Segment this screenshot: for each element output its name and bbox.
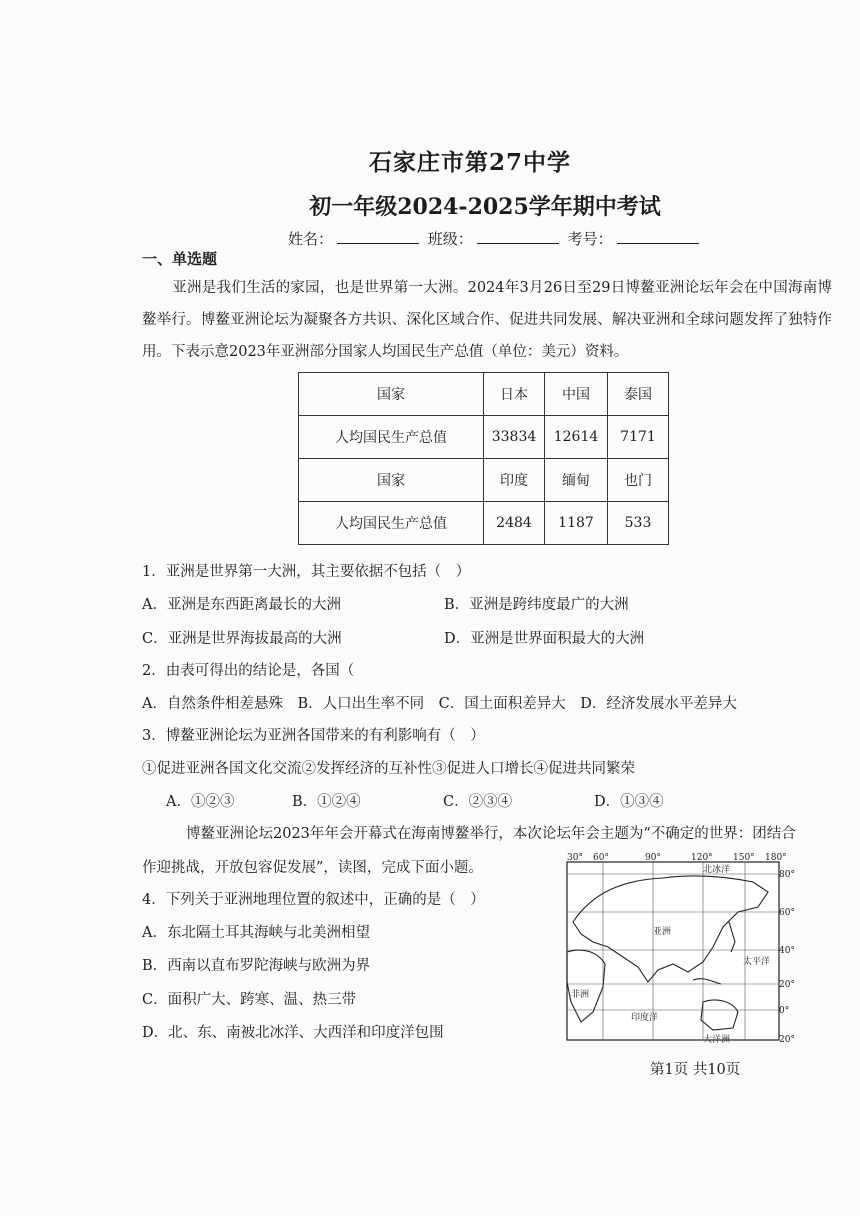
lat-label: 0° xyxy=(779,1006,790,1016)
q3-option-c[interactable]: C．②③④ xyxy=(443,794,513,810)
table-cell: 中国 xyxy=(545,373,608,416)
table-cell: 也门 xyxy=(608,459,669,502)
table-cell: 缅甸 xyxy=(545,459,608,502)
table-row xyxy=(299,416,669,459)
table-cell: 1187 xyxy=(545,502,608,545)
q1-option-c[interactable]: C．亚洲是世界海拔最高的大洲 xyxy=(142,631,342,647)
place-label: 太平洋 xyxy=(743,957,771,967)
intro-text: 亚洲是我们生活的家园，也是世界第一大洲。2024年3月26日至29日博鳌亚洲论坛年会在中国海南博鳌举行。博鳌亚洲论坛为凝聚各方共识、深化区域合作、促进共同发展、解决亚洲和全球问题发挥了独特作用。下表示意2023年亚洲部分国家人均国民生产总值（单位：美元）资料。 xyxy=(142,280,832,360)
table-cell: 人均国民生产总值 xyxy=(299,416,484,459)
lat-label: 20° xyxy=(779,980,795,990)
number-label: 考号： xyxy=(567,230,613,248)
lon-label: 90° xyxy=(645,853,661,863)
student-info-row xyxy=(288,228,703,249)
q3-stem: 3．博鳌亚洲论坛为亚洲各国带来的有利影响有（ ） xyxy=(142,728,485,744)
class-label: 班级： xyxy=(427,230,473,248)
section-title: 一、单选题 xyxy=(142,250,218,268)
q1-stem: 1．亚洲是世界第一大洲，其主要依据不包括（ ） xyxy=(142,564,471,580)
lon-label: 180° xyxy=(765,853,787,863)
table-row xyxy=(299,373,669,416)
q4-option-d[interactable]: D．北、东、南被北冰洋、大西洋和印度洋包围 xyxy=(142,1025,444,1041)
q1-option-a[interactable]: A．亚洲是东西距离最长的大洲 xyxy=(142,597,341,613)
table-row xyxy=(299,502,669,545)
lon-label: 120° xyxy=(691,853,713,863)
lat-label: 80° xyxy=(779,870,795,880)
lat-label: 40° xyxy=(779,946,795,956)
table-cell: 2484 xyxy=(484,502,545,545)
exam-title: 初一年级2024-2025学年期中考试 xyxy=(309,194,661,220)
class-field[interactable] xyxy=(477,229,559,244)
table-cell: 12614 xyxy=(545,416,608,459)
q2-stem: 2．由表可得出的结论是，各国（ xyxy=(142,663,355,679)
table-cell: 国家 xyxy=(299,373,484,416)
asia-map xyxy=(553,852,797,1052)
q3-option-d[interactable]: D．①③④ xyxy=(594,794,664,810)
place-label: 亚洲 xyxy=(653,927,672,937)
table-row xyxy=(299,459,669,502)
q3-option-b[interactable]: B．①②④ xyxy=(292,794,361,810)
table-cell: 人均国民生产总值 xyxy=(299,502,484,545)
intro2-line1: 博鳌亚洲论坛2023年年会开幕式在海南博鳌举行，本次论坛年会主题为“不确定的世界：团结合 xyxy=(186,826,796,842)
q3-items: ①促进亚洲各国文化交流②发挥经济的互补性③促进人口增长④促进共同繁荣 xyxy=(142,761,635,777)
table-cell: 7171 xyxy=(608,416,669,459)
lon-label: 30° xyxy=(567,853,583,863)
lon-label: 60° xyxy=(593,853,609,863)
q4-stem: 4．下列关于亚洲地理位置的叙述中，正确的是（ ） xyxy=(142,892,485,908)
school-title: 石家庄市第27中学 xyxy=(368,149,571,176)
table-cell: 泰国 xyxy=(608,373,669,416)
place-label: 非洲 xyxy=(571,990,590,1000)
intro2-line2: 作迎挑战，开放包容促发展”，读图，完成下面小题。 xyxy=(142,860,483,876)
q1-option-d[interactable]: D．亚洲是世界面积最大的大洲 xyxy=(444,631,645,647)
table-cell: 国家 xyxy=(299,459,484,502)
lon-label: 150° xyxy=(733,853,755,863)
q3-option-a[interactable]: A．①②③ xyxy=(166,794,235,810)
q1-option-b[interactable]: B．亚洲是跨纬度最广的大洲 xyxy=(444,597,629,613)
table-cell: 印度 xyxy=(484,459,545,502)
table-cell: 33834 xyxy=(484,416,545,459)
table-cell: 日本 xyxy=(484,373,545,416)
lat-label: 60° xyxy=(779,908,795,918)
q4-option-a[interactable]: A．东北隔土耳其海峡与北美洲相望 xyxy=(142,925,370,941)
name-label: 姓名： xyxy=(288,230,334,248)
intro-paragraph xyxy=(142,272,832,368)
lat-label: 20° xyxy=(779,1035,795,1045)
place-label: 印度洋 xyxy=(631,1013,659,1023)
q2-options[interactable]: A．自然条件相差悬殊 B．人口出生率不同 C．国土面积差异大 D．经济发展水平差异大 xyxy=(142,696,737,712)
q4-option-b[interactable]: B．西南以直布罗陀海峡与欧洲为界 xyxy=(142,958,371,974)
page-footer: 第1页 共10页 xyxy=(650,1062,741,1078)
name-field[interactable] xyxy=(337,229,419,244)
gnp-table xyxy=(298,372,669,545)
place-label: 北冰洋 xyxy=(703,865,731,875)
table-cell: 533 xyxy=(608,502,669,545)
q4-option-c[interactable]: C．面积广大、跨寒、温、热三带 xyxy=(142,992,357,1008)
place-label: 大洋洲 xyxy=(703,1035,731,1045)
number-field[interactable] xyxy=(617,229,699,244)
